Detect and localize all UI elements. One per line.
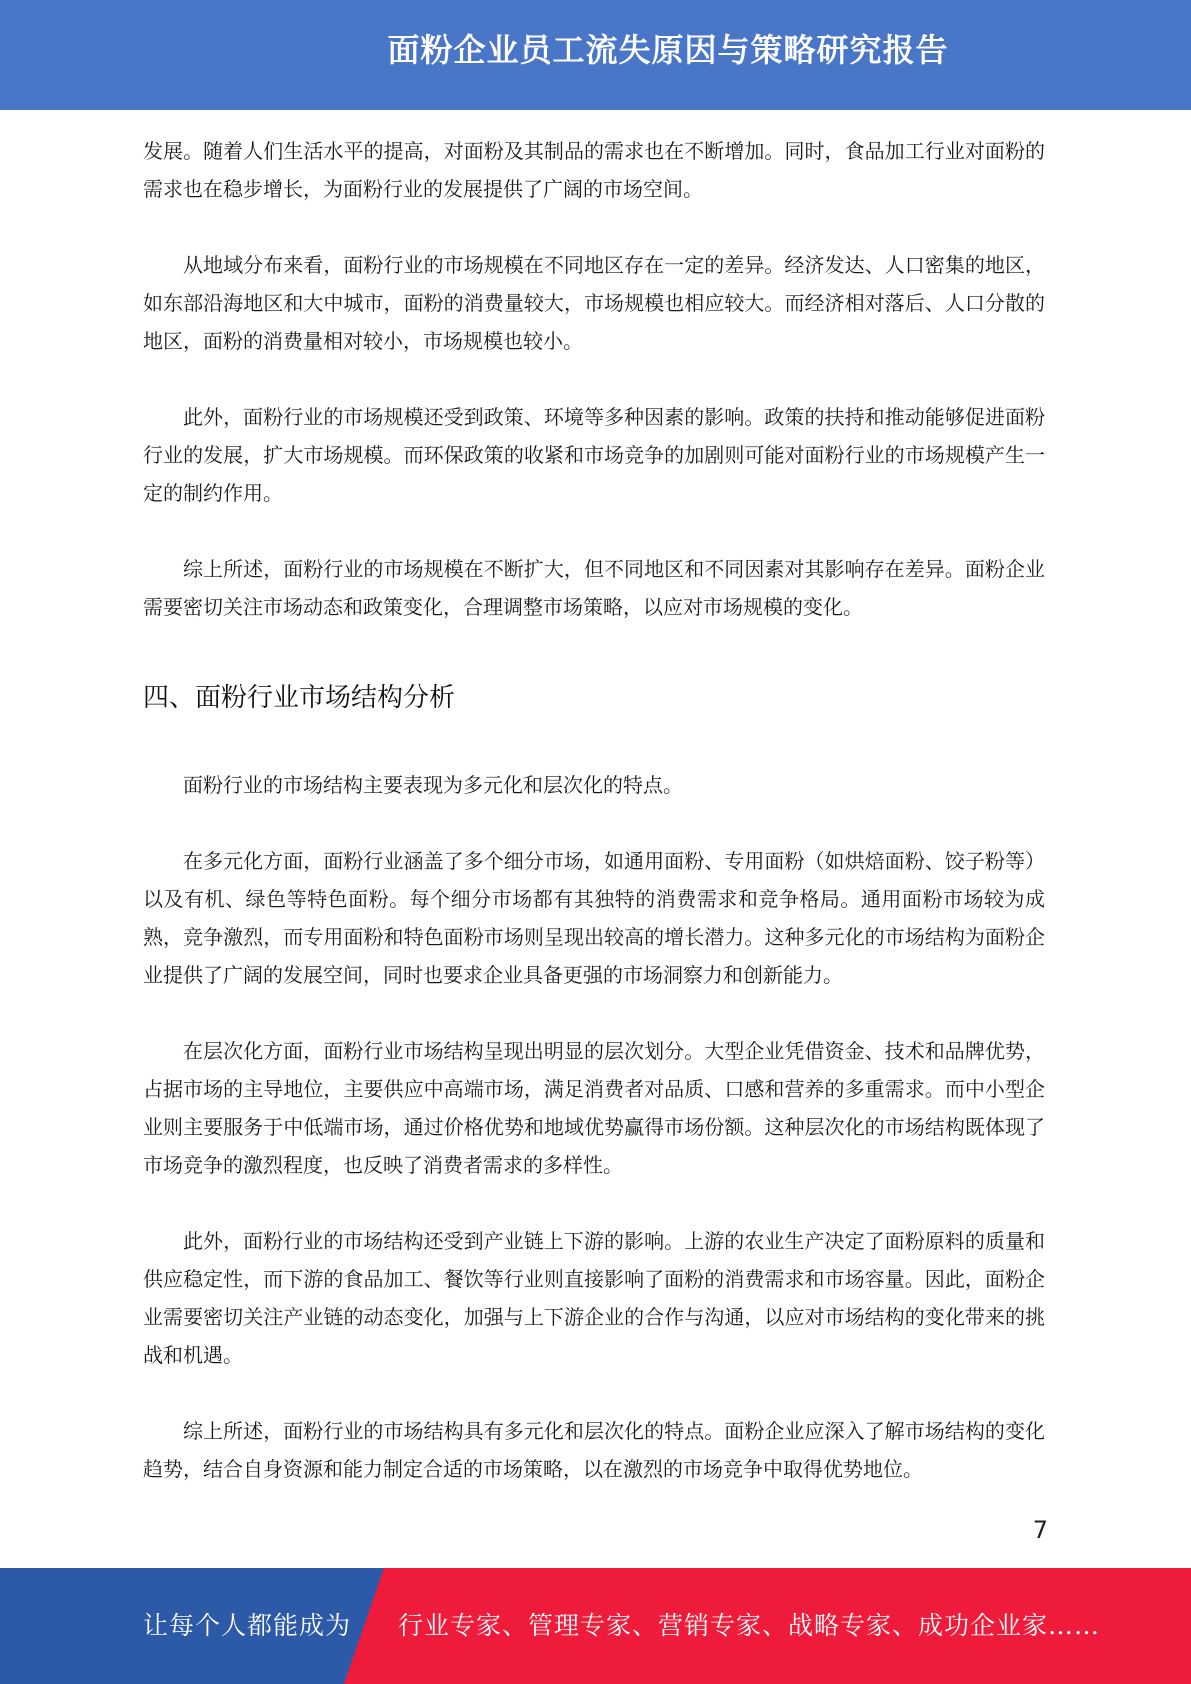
paragraph: 此外，面粉行业的市场规模还受到政策、环境等多种因素的影响。政策的扶持和推动能够促进面粉行业的发展，扩大市场规模。而环保政策的收紧和市场竞争的加剧则可能对面粉行业的市场规模产生一定的制约作用。 xyxy=(143,405,1045,505)
paragraph: 综上所述，面粉行业的市场结构具有多元化和层次化的特点。面粉企业应深入了解市场结构的变化趋势，结合自身资源和能力制定合适的市场策略，以在激烈的市场竞争中取得优势地位。 xyxy=(143,1419,1045,1481)
page-number: 7 xyxy=(1032,1516,1048,1544)
page-footer xyxy=(0,1568,1191,1684)
document-body xyxy=(143,132,1045,1526)
paragraph: 综上所述，面粉行业的市场规模在不断扩大，但不同地区和不同因素对其影响存在差异。面粉企业需要密切关注市场动态和政策变化，合理调整市场策略，以应对市场规模的变化。 xyxy=(143,557,1045,619)
paragraph: 从地域分布来看，面粉行业的市场规模在不同地区存在一定的差异。经济发达、人口密集的地区，如东部沿海地区和大中城市，面粉的消费量较大，市场规模也相应较大。而经济相对落后、人口分散的地区，面粉的消费量相对较小，市场规模也较小。 xyxy=(143,253,1045,353)
footer-slogan-right: 行业专家、管理专家、营销专家、战略专家、成功企业家…… xyxy=(398,1611,1101,1640)
paragraph: 在层次化方面，面粉行业市场结构呈现出明显的层次划分。大型企业凭借资金、技术和品牌优势，占据市场的主导地位，主要供应中高端市场，满足消费者对品质、口感和营养的多重需求。而中小型企业则主要服务于中低端市场，通过价格优势和地域优势赢得市场份额。这种层次化的市场结构既体现了市场竞争的激烈程度，也反映了消费者需求的多样性。 xyxy=(143,1039,1045,1177)
paragraph: 在多元化方面，面粉行业涵盖了多个细分市场，如通用面粉、专用面粉（如烘焙面粉、饺子粉等）以及有机、绿色等特色面粉。每个细分市场都有其独特的消费需求和竞争格局。通用面粉市场较为成熟，竞争激烈，而专用面粉和特色面粉市场则呈现出较高的增长潜力。这种多元化的市场结构为面粉企业提供了广阔的发展空间，同时也要求企业具备更强的市场洞察力和创新能力。 xyxy=(143,849,1045,987)
section-heading: 四、面粉行业市场结构分析 xyxy=(143,683,456,713)
paragraph: 此外，面粉行业的市场结构还受到产业链上下游的影响。上游的农业生产决定了面粉原料的质量和供应稳定性，而下游的食品加工、餐饮等行业则直接影响了面粉的消费需求和市场容量。因此，面粉企业需要密切关注产业链的动态变化，加强与上下游企业的合作与沟通，以应对市场结构的变化带来的挑战和机遇。 xyxy=(143,1229,1045,1367)
paragraph: 面粉行业的市场结构主要表现为多元化和层次化的特点。 xyxy=(183,773,683,797)
document-title: 面粉企业员工流失原因与策略研究报告 xyxy=(387,31,949,69)
paragraph: 发展。随着人们生活水平的提高，对面粉及其制品的需求也在不断增加。同时，食品加工行业对面粉的需求也在稳步增长，为面粉行业的发展提供了广阔的市场空间。 xyxy=(143,139,1045,201)
page-header xyxy=(0,0,1191,110)
footer-slogan-left: 让每个人都能成为 xyxy=(143,1611,352,1640)
